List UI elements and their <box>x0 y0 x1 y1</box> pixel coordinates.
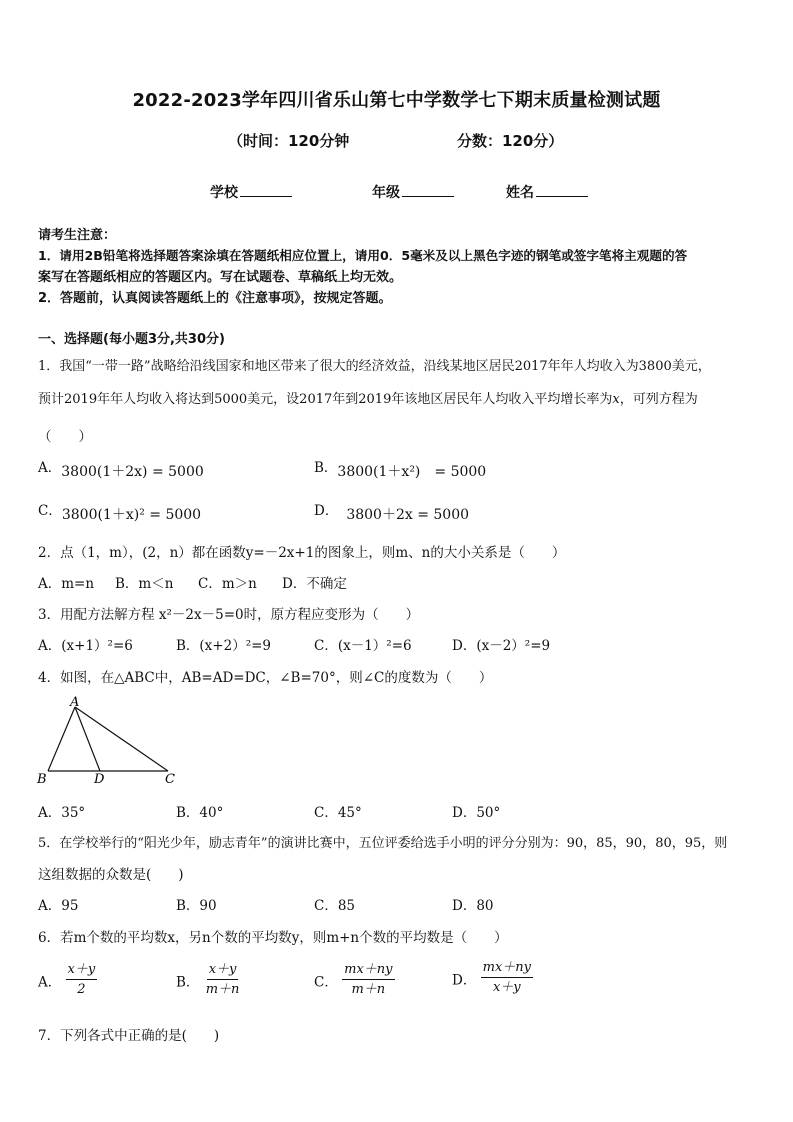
q1-line2a: 预计2019年年人均收入将达到5000美元，设2017年到2019年该地区居民年人均收入平均增长率为 <box>38 392 613 407</box>
name-label: 姓名 <box>506 185 534 201</box>
q5-option-c[interactable]: C．85 <box>314 898 356 914</box>
q1-a-eq: 3800(1＋2x) = 5000 <box>61 464 204 480</box>
section-heading: 一、选择题(每小题3分,共30分) <box>38 332 225 347</box>
q2-text: 2．点（1，m），(2，n）都在函数y=－2x+1的图象上，则m、n的大小关系是（ ） <box>38 545 566 561</box>
q6-a-denominator: 2 <box>77 982 86 997</box>
q6-a-label: A． <box>38 974 62 991</box>
q1-line2 <box>38 388 698 407</box>
q6-c-denominator: m＋n <box>351 982 386 997</box>
q3-option-d[interactable]: D．(x－2）²=9 <box>452 638 551 654</box>
q4-option-d[interactable]: D．50° <box>452 805 501 821</box>
q1-a-label: A． <box>38 460 62 476</box>
school-field <box>210 182 292 202</box>
q6-d-fraction <box>481 959 533 998</box>
q3-option-a[interactable]: A．(x+1）²=6 <box>38 638 133 654</box>
q1-option-c[interactable] <box>38 503 201 524</box>
q6-d-numerator: mx＋ny <box>481 959 533 978</box>
q6-option-c[interactable] <box>314 961 395 1000</box>
q1-d-label: D． <box>314 503 339 519</box>
q6-c-fraction <box>342 961 394 1000</box>
vertex-c-label: C <box>165 772 175 787</box>
q1-b-eq: 3800(1＋x²) = 5000 <box>337 464 487 480</box>
q1-option-b[interactable] <box>314 460 486 481</box>
q4-option-c[interactable]: C．45° <box>314 805 362 821</box>
q6-c-numerator: mx＋ny <box>342 961 394 980</box>
vertex-a-label: A <box>70 695 80 710</box>
q2-option-b[interactable]: B．m＜n <box>115 576 174 592</box>
name-field <box>506 182 588 202</box>
q6-d-label: D． <box>452 972 477 989</box>
segment-ab <box>48 707 75 771</box>
q6-option-a[interactable] <box>38 961 97 1000</box>
grade-label: 年级 <box>372 185 400 201</box>
q1-b-label: B． <box>314 460 338 476</box>
notice-heading: 请考生注意： <box>38 228 117 243</box>
q6-b-fraction <box>204 961 242 1000</box>
grade-field <box>372 182 454 202</box>
q1-paren: （ ） <box>38 429 92 445</box>
notice-line3: 2．答题前，认真阅读答题纸上的《注意事项》，按规定答题。 <box>38 291 392 306</box>
q5-option-a[interactable]: A．95 <box>38 898 79 914</box>
q1-c-label: C． <box>38 503 62 519</box>
segment-ad <box>75 707 100 771</box>
q5-option-d[interactable]: D．80 <box>452 898 494 914</box>
q2-option-a[interactable]: A．m=n <box>38 576 95 592</box>
q6-c-label: C． <box>314 974 338 991</box>
q6-a-fraction <box>66 961 98 1000</box>
q7-text: 7．下列各式中正确的是( ) <box>38 1028 220 1044</box>
grade-blank[interactable] <box>402 182 454 197</box>
notice-line2: 案写在答题纸相应的答题区内。写在试题卷、草稿纸上均无效。 <box>38 270 403 285</box>
score-info: 分数：120分） <box>457 132 564 150</box>
q1-line1: 1．我国“一带一路”战略给沿线国家和地区带来了很大的经济效益，沿线某地区居民2017年年人均收入为3800美元， <box>38 359 711 374</box>
q6-d-denominator: x＋y <box>492 980 521 995</box>
q1-option-a[interactable] <box>38 460 204 481</box>
q2-option-c[interactable]: C．m＞n <box>198 576 257 592</box>
q3-option-b[interactable]: B．(x+2）²=9 <box>176 638 272 654</box>
page-title: 2022-2023学年四川省乐山第七中学数学七下期末质量检测试题 <box>132 90 661 111</box>
q3-option-c[interactable]: C．(x－1）²=6 <box>314 638 412 654</box>
q4-text: 4．如图，在△ABC中，AB=AD=DC，∠B=70°，则∠C的度数为（ ） <box>38 670 493 686</box>
q6-b-numerator: x＋y <box>207 961 239 980</box>
q6-option-b[interactable] <box>176 961 241 1000</box>
q1-line2b: ，可列方程为 <box>619 392 698 407</box>
school-label: 学校 <box>210 185 238 201</box>
q4-option-a[interactable]: A．35° <box>38 805 86 821</box>
q5-line2: 这组数据的众数是( ) <box>38 867 184 883</box>
q5-line1: 5．在学校举行的“阳光少年，励志青年”的演讲比赛中，五位评委给选手小明的评分分别为：90，85，90，80，95，则 <box>38 836 728 851</box>
notice-line1: 1．请用2B铅笔将选择题答案涂填在答题纸相应位置上，请用0．5毫米及以上黑色字迹的钢笔或签字笔将主观题的答 <box>38 248 688 263</box>
q3-text: 3．用配方法解方程 x²－2x－5=0时，原方程应变形为（ ） <box>38 607 420 623</box>
q1-option-d[interactable] <box>314 503 469 524</box>
q6-b-denominator: m＋n <box>205 982 240 997</box>
q1-c-eq: 3800(1＋x)² = 5000 <box>61 507 202 523</box>
time-info: （时间：120分钟 <box>228 132 350 150</box>
school-blank[interactable] <box>240 182 292 197</box>
name-blank[interactable] <box>536 182 588 197</box>
q4-option-b[interactable]: B．40° <box>176 805 224 821</box>
q2-option-d[interactable]: D．不确定 <box>282 576 347 592</box>
q6-b-label: B． <box>176 974 200 991</box>
q6-a-numerator: x＋y <box>66 961 98 980</box>
segment-ac <box>75 707 168 771</box>
q5-option-b[interactable]: B．90 <box>176 898 217 914</box>
vertex-d-label: D <box>94 772 105 787</box>
triangle-figure <box>30 695 190 787</box>
q1-var: x <box>612 392 620 407</box>
q1-d-eq: 3800＋2x = 5000 <box>346 507 470 523</box>
q6-option-d[interactable] <box>452 959 533 998</box>
vertex-b-label: B <box>37 772 47 787</box>
q6-text: 6．若m个数的平均数x，另n个数的平均数y，则m+n个数的平均数是（ ） <box>38 930 508 946</box>
